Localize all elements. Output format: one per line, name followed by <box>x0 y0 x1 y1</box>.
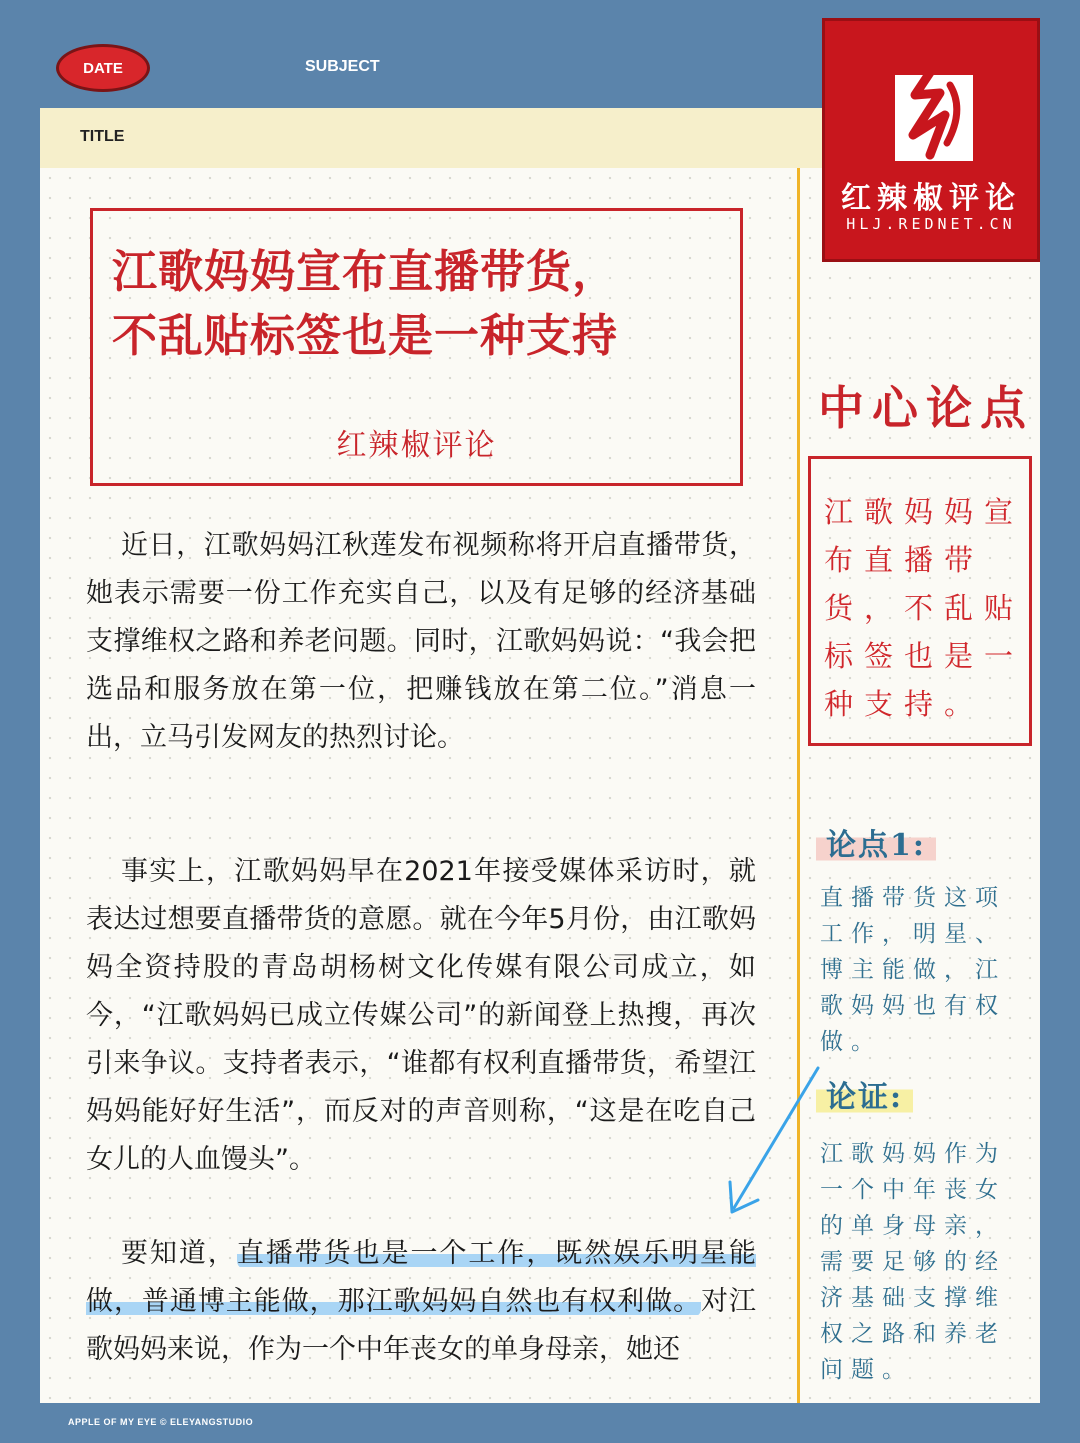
paragraph-3-tail: 对江歌妈妈来说，作为一个中年丧女的单身母亲，她还 <box>86 1286 757 1365</box>
article-headline <box>112 240 732 368</box>
logo-url: HLJ.REDNET.CN <box>846 215 1016 233</box>
headline-line-2: 不乱贴标签也是一种支持 <box>112 309 619 362</box>
article-byline: 红辣椒评论 <box>336 428 497 463</box>
chili-logo-icon <box>895 55 975 165</box>
brand-logo <box>822 18 1040 262</box>
headline-line-1: 江歌妈妈宣布直播带货， <box>112 245 619 298</box>
date-badge: DATE <box>56 44 150 92</box>
highlighted-sentence: 直播带货也是一个工作，既然娱乐明星能做，普通博主能做，那江歌妈妈自然也有权利做。 <box>86 1238 757 1317</box>
point-label: 论点1: <box>816 820 936 864</box>
evidence-text: 江歌妈妈作为一个中年丧女的单身母亲，需要足够的经济基础支撑维权之路和养老问题。 <box>820 1141 1006 1383</box>
evidence-label: 论证: <box>816 1072 913 1116</box>
paragraph-3-lead: 要知道， <box>121 1238 237 1269</box>
logo-name: 红辣椒评论 <box>841 181 1021 216</box>
arrow-icon <box>720 1060 830 1220</box>
title-label: TITLE <box>80 128 125 145</box>
core-argument-title: 中心论点 <box>818 381 1034 435</box>
title-band <box>40 108 830 168</box>
subject-label: SUBJECT <box>305 58 380 75</box>
core-argument-text: 江歌妈妈宣布直播带货，不乱贴标签也是一种支持。 <box>824 495 1025 721</box>
paragraph-2: 事实上，江歌妈妈早在2021年接受媒体采访时，就表达过想要直播带货的意愿。就在今年5月份，由江歌妈妈全资持股的青岛胡杨树文化传媒有限公司成立，如今，“江歌妈妈已成立传媒公司”的新闻登上热搜，再次引来争议。支持者表示，“谁都有权利直播带货，希望江妈妈能好好生活”，而反对的声音则称，“这是在吃自己女儿的人血馒头”。 <box>86 856 756 1175</box>
paragraph-1: 近日，江歌妈妈江秋莲发布视频称将开启直播带货，她表示需要一份工作充实自己，以及有足够的经济基础支撑维权之路和养老问题。同时，江歌妈妈说：“我会把选品和服务放在第一位，把赚钱放在第二位。”消息一出，立马引发网友的热烈讨论。 <box>86 530 756 753</box>
point-text: 直播带货这项工作，明星、博主能做，江歌妈妈也有权做。 <box>820 885 1006 1055</box>
footer-credit: APPLE OF MY EYE © ELEYANGSTUDIO <box>68 1417 254 1427</box>
paragraph-3 <box>86 1230 756 1374</box>
